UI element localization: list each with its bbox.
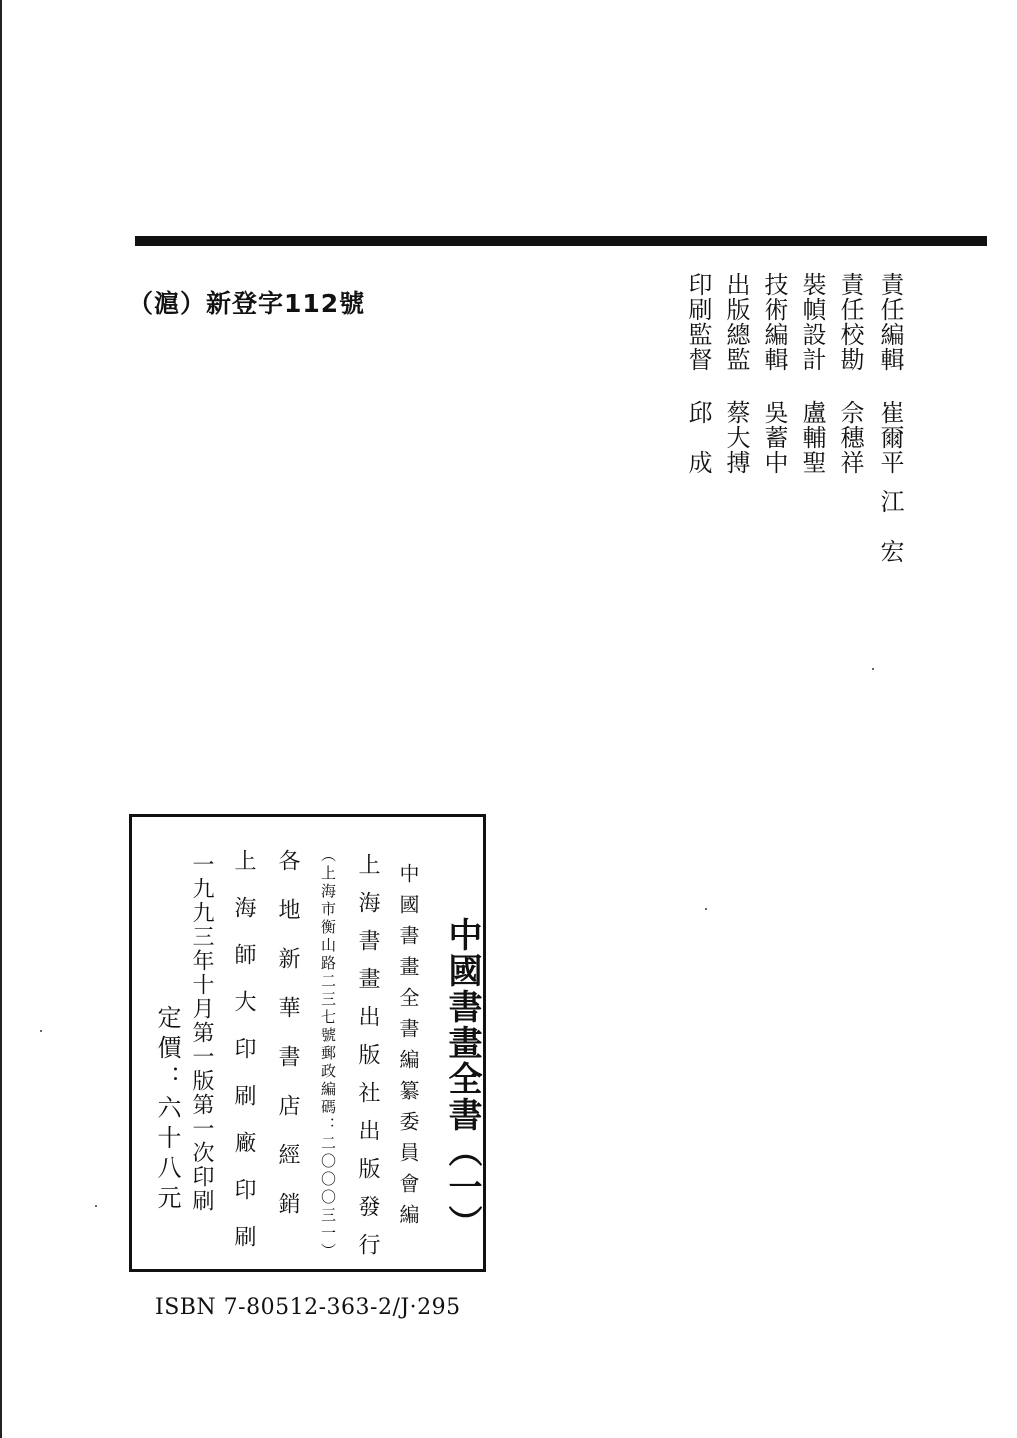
top-rule <box>135 236 987 246</box>
credit-names <box>684 400 712 475</box>
isbn-number: ISBN 7-80512-363-2/J·295 <box>155 1295 461 1320</box>
credit-name: 邱 成 <box>684 400 712 475</box>
editor-line: 中國書畫全書編纂委員會編 <box>396 863 420 1235</box>
credit-name: 蔡大搏 <box>722 400 750 475</box>
colophon-publisher-column <box>352 853 383 1271</box>
registration-number: （滬）新登字112號 <box>128 289 366 318</box>
colophon-address-column <box>318 847 339 1261</box>
scan-speck <box>705 908 707 910</box>
credit-names <box>760 400 788 475</box>
publisher-line: 上海書畫出版社出版發行 <box>355 853 380 1271</box>
credit-names <box>836 400 864 475</box>
book-title: 中國書畫全書（一） <box>442 917 482 1241</box>
scan-speck <box>40 1030 42 1032</box>
credit-role: 責任校勘 <box>836 272 864 372</box>
credit-name: 佘穗祥 <box>836 400 864 475</box>
page-left-edge <box>0 0 2 1438</box>
credit-names <box>722 400 750 475</box>
colophon-distributor-column <box>272 849 303 1241</box>
colophon-editor-column <box>394 863 423 1235</box>
printer-line: 上海師大印刷廠印刷 <box>231 849 256 1272</box>
credit-name: 江 宏 <box>876 489 904 564</box>
credit-column <box>876 272 906 564</box>
colophon-title-column <box>438 917 487 1241</box>
credit-column <box>836 272 866 475</box>
address-line: （上海市衡山路二三七號郵政編碼：二〇〇〇三一） <box>319 847 337 1261</box>
credit-role: 技術編輯 <box>760 272 788 372</box>
credit-column <box>760 272 790 475</box>
colophon-edition-column <box>186 853 217 1213</box>
edition-line: 一九九三年十月第一版第一次印刷 <box>189 853 214 1213</box>
colophon-box <box>129 814 486 1272</box>
credit-role: 出版總監 <box>722 272 750 372</box>
credit-name: 吳蓄中 <box>760 400 788 475</box>
credit-names <box>798 400 826 475</box>
credit-role: 印刷監督 <box>684 272 712 372</box>
distributor-line: 各地新華書店經銷 <box>275 849 300 1241</box>
price-line: 定價：六十八元 <box>153 1005 181 1215</box>
credit-column <box>798 272 828 475</box>
credit-name: 崔爾平 <box>876 400 904 475</box>
scan-speck <box>872 668 874 670</box>
colophon-printer-column <box>228 849 259 1272</box>
credit-role: 裝幀設計 <box>798 272 826 372</box>
colophon-price-column <box>150 1005 185 1215</box>
credit-name: 盧輔聖 <box>798 400 826 475</box>
credit-column <box>722 272 752 475</box>
credit-role: 責任編輯 <box>876 272 904 372</box>
credit-names <box>876 400 904 564</box>
credits-block <box>672 272 912 602</box>
credit-column <box>684 272 714 475</box>
scan-speck <box>95 1205 97 1207</box>
